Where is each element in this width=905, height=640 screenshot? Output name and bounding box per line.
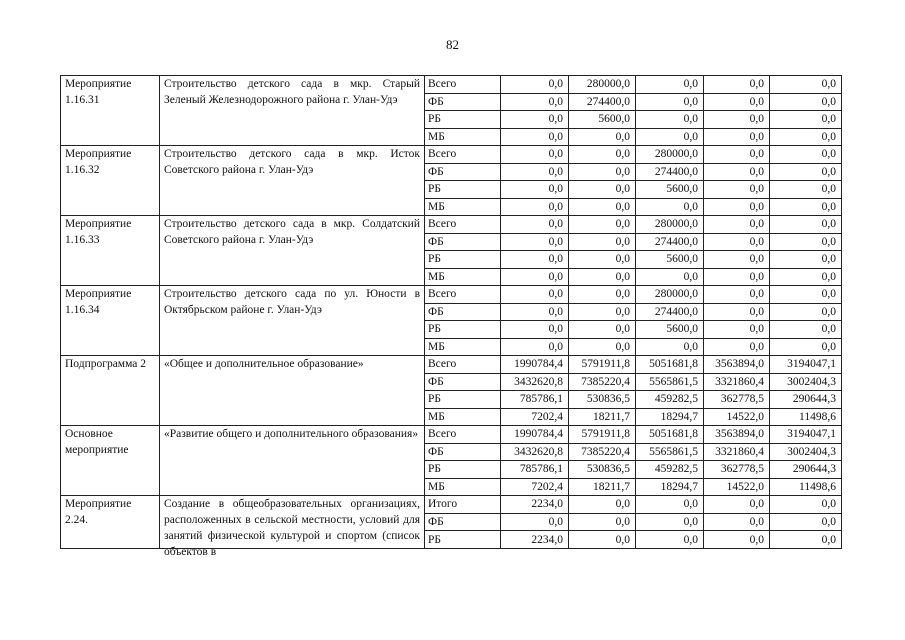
table-row	[61, 76, 842, 94]
amount-cell: 0,0	[636, 93, 704, 111]
amount-cell: 0,0	[569, 128, 636, 146]
amount-cell: 0,0	[501, 338, 569, 356]
amount-cell: 0,0	[770, 76, 842, 94]
activity-description-text: Строительство детского сада по ул. Юности в Октябрьском районе г. Улан-Удэ	[164, 288, 420, 316]
amount-cell: 280000,0	[636, 146, 704, 164]
amount-cell: 362778,5	[704, 391, 770, 409]
amount-cell: 0,0	[770, 268, 842, 286]
amount-cell: 0,0	[501, 198, 569, 216]
amount-cell: 0,0	[770, 181, 842, 199]
table-row	[61, 216, 842, 234]
amount-cell: 0,0	[569, 146, 636, 164]
amount-cell: 2234,0	[501, 496, 569, 514]
funding-source-cell: Всего	[425, 356, 501, 374]
amount-cell: 0,0	[501, 216, 569, 234]
activity-description-cell	[160, 496, 425, 558]
activity-name-cell: Мероприятие 2.24.	[61, 496, 160, 549]
table-row	[61, 146, 842, 164]
amount-cell: 3563894,0	[704, 356, 770, 374]
funding-source-cell: ФБ	[425, 373, 501, 391]
amount-cell: 0,0	[770, 233, 842, 251]
amount-cell: 0,0	[569, 286, 636, 304]
amount-cell: 5600,0	[636, 321, 704, 339]
amount-cell: 0,0	[636, 198, 704, 216]
activity-name-cell: Подпрограмма 2	[61, 356, 160, 426]
amount-cell: 0,0	[501, 181, 569, 199]
amount-cell: 0,0	[770, 338, 842, 356]
amount-cell: 0,0	[704, 303, 770, 321]
amount-cell: 0,0	[704, 251, 770, 269]
amount-cell: 0,0	[704, 163, 770, 181]
funding-source-cell: Всего	[425, 76, 501, 94]
amount-cell: 3563894,0	[704, 426, 770, 444]
activity-name-cell: Мероприятие 1.16.34	[61, 286, 160, 356]
amount-cell: 0,0	[501, 111, 569, 129]
funding-source-cell: МБ	[425, 128, 501, 146]
amount-cell: 1990784,4	[501, 356, 569, 374]
amount-cell: 0,0	[636, 76, 704, 94]
amount-cell: 0,0	[569, 303, 636, 321]
amount-cell: 3194047,1	[770, 356, 842, 374]
amount-cell: 274400,0	[636, 233, 704, 251]
amount-cell: 0,0	[636, 513, 704, 531]
amount-cell: 785786,1	[501, 461, 569, 479]
amount-cell: 0,0	[501, 128, 569, 146]
amount-cell: 0,0	[704, 181, 770, 199]
amount-cell: 459282,5	[636, 461, 704, 479]
funding-source-cell: РБ	[425, 111, 501, 129]
funding-source-cell: РБ	[425, 461, 501, 479]
amount-cell: 0,0	[704, 93, 770, 111]
amount-cell: 0,0	[770, 303, 842, 321]
amount-cell: 2234,0	[501, 531, 569, 549]
funding-source-cell: ФБ	[425, 93, 501, 111]
funding-source-cell: МБ	[425, 198, 501, 216]
amount-cell: 5600,0	[636, 181, 704, 199]
amount-cell: 362778,5	[704, 461, 770, 479]
amount-cell: 0,0	[501, 268, 569, 286]
amount-cell: 0,0	[501, 163, 569, 181]
amount-cell: 5791911,8	[569, 356, 636, 374]
amount-cell: 11498,6	[770, 478, 842, 496]
activity-description-text: Строительство детского сада в мкр. Старый Зеленый Железнодорожного района г. Улан-Удэ	[164, 78, 420, 106]
amount-cell: 0,0	[501, 233, 569, 251]
amount-cell: 0,0	[770, 321, 842, 339]
funding-source-cell: РБ	[425, 321, 501, 339]
amount-cell: 7385220,4	[569, 373, 636, 391]
amount-cell: 280000,0	[569, 76, 636, 94]
page-number: 82	[446, 37, 459, 52]
amount-cell: 14522,0	[704, 478, 770, 496]
funding-source-cell: ФБ	[425, 303, 501, 321]
amount-cell: 0,0	[569, 338, 636, 356]
amount-cell: 3002404,3	[770, 373, 842, 391]
amount-cell: 3002404,3	[770, 443, 842, 461]
funding-source-cell: Всего	[425, 216, 501, 234]
activity-description-cell	[160, 286, 425, 356]
amount-cell: 0,0	[501, 321, 569, 339]
funding-source-cell: РБ	[425, 251, 501, 269]
funding-source-cell: РБ	[425, 181, 501, 199]
activity-description-cell	[160, 356, 425, 426]
amount-cell: 0,0	[636, 128, 704, 146]
amount-cell: 0,0	[501, 303, 569, 321]
amount-cell: 0,0	[770, 496, 842, 514]
amount-cell: 280000,0	[636, 216, 704, 234]
amount-cell: 3194047,1	[770, 426, 842, 444]
amount-cell: 0,0	[770, 93, 842, 111]
amount-cell: 0,0	[704, 76, 770, 94]
activity-name-cell: Мероприятие 1.16.33	[61, 216, 160, 286]
activity-description-cell	[160, 76, 425, 146]
funding-source-cell: РБ	[425, 391, 501, 409]
amount-cell: 280000,0	[636, 286, 704, 304]
amount-cell: 785786,1	[501, 391, 569, 409]
amount-cell: 18294,7	[636, 408, 704, 426]
activity-name-cell: Основное мероприятие	[61, 426, 160, 496]
funding-source-cell: МБ	[425, 478, 501, 496]
funding-source-cell: МБ	[425, 338, 501, 356]
budget-table-body	[61, 76, 842, 558]
amount-cell: 3432620,8	[501, 373, 569, 391]
activity-description-cell	[160, 426, 425, 496]
table-row	[61, 496, 842, 514]
amount-cell: 0,0	[501, 513, 569, 531]
amount-cell: 0,0	[770, 111, 842, 129]
amount-cell: 530836,5	[569, 391, 636, 409]
funding-source-cell: ФБ	[425, 163, 501, 181]
amount-cell: 0,0	[569, 268, 636, 286]
amount-cell: 0,0	[501, 251, 569, 269]
amount-cell: 274400,0	[636, 163, 704, 181]
amount-cell: 7202,4	[501, 478, 569, 496]
amount-cell: 274400,0	[569, 93, 636, 111]
amount-cell: 18211,7	[569, 478, 636, 496]
amount-cell: 5791911,8	[569, 426, 636, 444]
activity-description-text: Строительство детского сада в мкр. Исток Советского района г. Улан-Удэ	[164, 148, 420, 176]
amount-cell: 0,0	[636, 268, 704, 286]
activity-description-text: «Развитие общего и дополнительного образования»	[164, 428, 419, 440]
table-row	[61, 426, 842, 444]
amount-cell: 0,0	[569, 181, 636, 199]
amount-cell: 0,0	[636, 496, 704, 514]
funding-source-cell: Всего	[425, 426, 501, 444]
amount-cell: 0,0	[501, 93, 569, 111]
amount-cell: 0,0	[636, 531, 704, 549]
amount-cell: 0,0	[704, 128, 770, 146]
amount-cell: 0,0	[704, 286, 770, 304]
amount-cell: 0,0	[569, 531, 636, 549]
amount-cell: 0,0	[569, 216, 636, 234]
amount-cell: 459282,5	[636, 391, 704, 409]
amount-cell: 0,0	[636, 111, 704, 129]
activity-description-text: Создание в общеобразовательных организациях, расположенных в сельской местности, условий для занятий физической культурой и спортом (список объектов в	[164, 498, 420, 558]
amount-cell: 5565861,5	[636, 443, 704, 461]
table-row	[61, 356, 842, 374]
amount-cell: 1990784,4	[501, 426, 569, 444]
activity-description-cell	[160, 216, 425, 286]
amount-cell: 0,0	[704, 233, 770, 251]
amount-cell: 0,0	[569, 251, 636, 269]
amount-cell: 0,0	[704, 268, 770, 286]
amount-cell: 0,0	[770, 198, 842, 216]
activity-description-text: Строительство детского сада в мкр. Солдатский Советского района г. Улан-Удэ	[164, 218, 420, 246]
amount-cell: 5565861,5	[636, 373, 704, 391]
amount-cell: 0,0	[569, 513, 636, 531]
budget-table	[60, 75, 842, 558]
amount-cell: 5051681,8	[636, 356, 704, 374]
activity-description-text: «Общее и дополнительное образование»	[164, 358, 364, 370]
funding-source-cell: МБ	[425, 268, 501, 286]
amount-cell: 0,0	[704, 496, 770, 514]
amount-cell: 11498,6	[770, 408, 842, 426]
amount-cell: 0,0	[770, 163, 842, 181]
amount-cell: 5051681,8	[636, 426, 704, 444]
amount-cell: 0,0	[569, 163, 636, 181]
activity-name-cell: Мероприятие 1.16.32	[61, 146, 160, 216]
funding-source-cell: Всего	[425, 146, 501, 164]
amount-cell: 7202,4	[501, 408, 569, 426]
amount-cell: 0,0	[501, 76, 569, 94]
amount-cell: 290644,3	[770, 461, 842, 479]
amount-cell: 14522,0	[704, 408, 770, 426]
amount-cell: 290644,3	[770, 391, 842, 409]
amount-cell: 530836,5	[569, 461, 636, 479]
funding-source-cell: МБ	[425, 408, 501, 426]
funding-source-cell: РБ	[425, 531, 501, 549]
amount-cell: 0,0	[501, 286, 569, 304]
amount-cell: 0,0	[704, 216, 770, 234]
amount-cell: 0,0	[770, 128, 842, 146]
amount-cell: 0,0	[704, 111, 770, 129]
amount-cell: 0,0	[569, 198, 636, 216]
amount-cell: 0,0	[636, 338, 704, 356]
amount-cell: 0,0	[569, 321, 636, 339]
funding-source-cell: Всего	[425, 286, 501, 304]
funding-source-cell: ФБ	[425, 233, 501, 251]
amount-cell: 7385220,4	[569, 443, 636, 461]
activity-name-cell: Мероприятие 1.16.31	[61, 76, 160, 146]
amount-cell: 0,0	[704, 321, 770, 339]
amount-cell: 0,0	[704, 531, 770, 549]
amount-cell: 0,0	[501, 146, 569, 164]
amount-cell: 0,0	[770, 251, 842, 269]
amount-cell: 0,0	[770, 146, 842, 164]
amount-cell: 0,0	[704, 198, 770, 216]
amount-cell: 0,0	[569, 233, 636, 251]
amount-cell: 0,0	[770, 513, 842, 531]
amount-cell: 0,0	[770, 216, 842, 234]
amount-cell: 0,0	[770, 531, 842, 549]
amount-cell: 5600,0	[569, 111, 636, 129]
amount-cell: 0,0	[704, 513, 770, 531]
amount-cell: 0,0	[770, 286, 842, 304]
amount-cell: 3432620,8	[501, 443, 569, 461]
amount-cell: 3321860,4	[704, 443, 770, 461]
amount-cell: 18294,7	[636, 478, 704, 496]
table-row	[61, 286, 842, 304]
amount-cell: 3321860,4	[704, 373, 770, 391]
activity-description-cell	[160, 146, 425, 216]
funding-source-cell: ФБ	[425, 513, 501, 531]
amount-cell: 274400,0	[636, 303, 704, 321]
amount-cell: 0,0	[569, 496, 636, 514]
amount-cell: 0,0	[704, 338, 770, 356]
amount-cell: 18211,7	[569, 408, 636, 426]
funding-source-cell: Итого	[425, 496, 501, 514]
amount-cell: 5600,0	[636, 251, 704, 269]
funding-source-cell: ФБ	[425, 443, 501, 461]
amount-cell: 0,0	[704, 146, 770, 164]
